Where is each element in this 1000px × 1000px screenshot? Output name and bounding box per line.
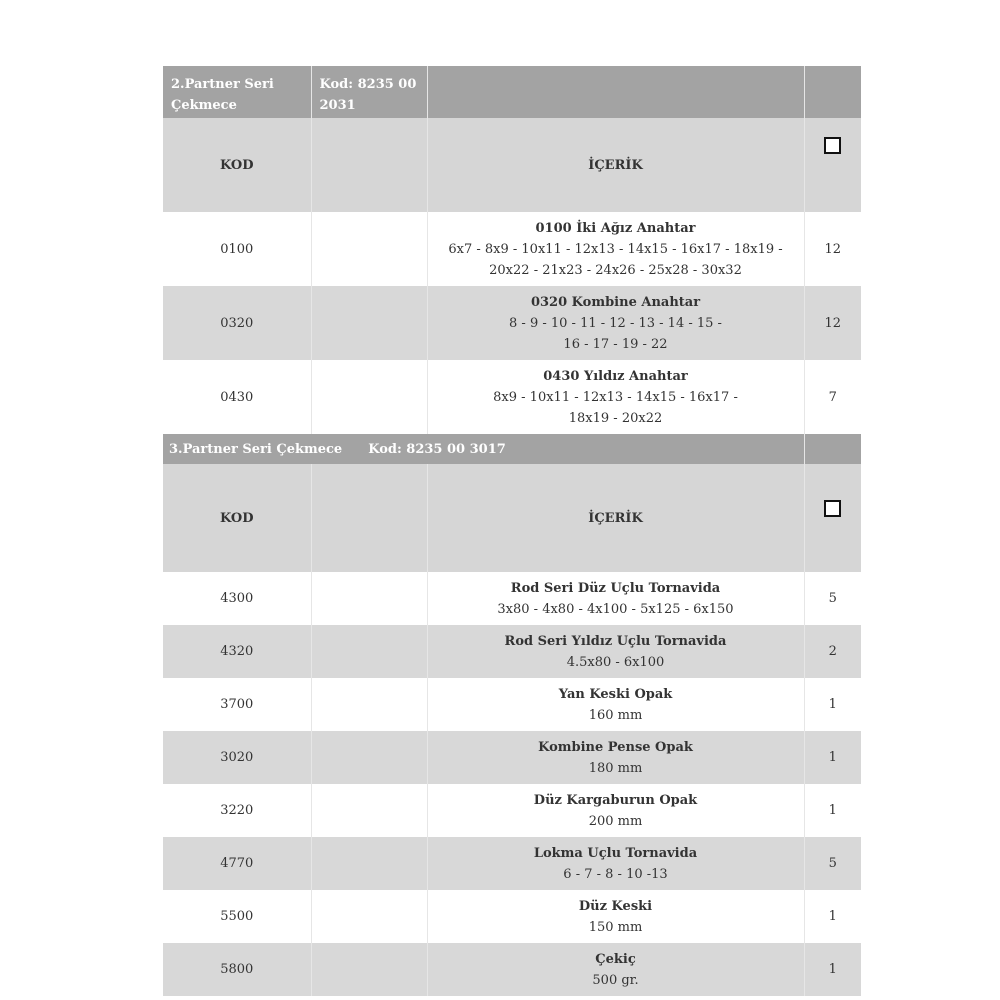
icerik-column-header: İÇERİK [427, 464, 804, 572]
section-title: 2.Partner Seri Çekmece [163, 66, 311, 118]
section-code: Kod: 8235 00 3017 [368, 441, 506, 457]
select-all-checkbox[interactable] [824, 137, 841, 154]
table-row [163, 212, 861, 286]
item-desc: 8x9 - 10x11 - 12x13 - 14x15 - 16x17 - [493, 389, 738, 405]
table-row [163, 572, 861, 625]
table-row [163, 890, 861, 943]
item-name: Kombine Pense Opak [538, 739, 693, 755]
item-name: 0320 Kombine Anahtar [530, 294, 701, 310]
item-content [427, 625, 804, 678]
item-content [427, 286, 804, 360]
table-row [163, 943, 861, 996]
item-qty: 7 [804, 360, 861, 434]
kod-column-header: KOD [163, 118, 311, 212]
item-code: 3220 [163, 784, 311, 837]
icerik-column-header: İÇERİK [427, 118, 804, 212]
item-name: 0100 İki Ağız Anahtar [535, 220, 696, 236]
section-header [163, 434, 861, 464]
item-code: 5500 [163, 890, 311, 943]
item-desc: 16 - 17 - 19 - 22 [563, 336, 668, 352]
item-code: 3020 [163, 731, 311, 784]
select-all-checkbox[interactable] [824, 500, 841, 517]
item-name: Düz Kargaburun Opak [533, 792, 698, 808]
item-qty: 2 [804, 625, 861, 678]
table-row [163, 731, 861, 784]
item-content [427, 572, 804, 625]
table-row [163, 784, 861, 837]
item-name: Yan Keski Opak [558, 686, 673, 702]
item-content [427, 678, 804, 731]
item-content [427, 212, 804, 286]
item-desc: 160 mm [588, 707, 643, 723]
item-name: Rod Seri Yıldız Uçlu Tornavida [504, 633, 727, 649]
item-code: 4300 [163, 572, 311, 625]
item-desc: 180 mm [588, 760, 643, 776]
item-content [427, 784, 804, 837]
item-code: 4770 [163, 837, 311, 890]
item-qty: 1 [804, 943, 861, 996]
item-desc: 4.5x80 - 6x100 [566, 654, 665, 670]
product-table [163, 66, 861, 996]
item-name: Düz Keski [578, 898, 653, 914]
section-code: Kod: 8235 00 2031 [311, 66, 427, 118]
item-code: 5800 [163, 943, 311, 996]
column-header-row [163, 464, 861, 572]
table-row [163, 678, 861, 731]
item-desc: 200 mm [588, 813, 643, 829]
table-row [163, 625, 861, 678]
item-desc: 6 - 7 - 8 - 10 -13 [563, 866, 668, 882]
table-row [163, 837, 861, 890]
item-qty: 5 [804, 837, 861, 890]
item-qty: 1 [804, 731, 861, 784]
column-header-row [163, 118, 861, 212]
item-content [427, 943, 804, 996]
item-content [427, 360, 804, 434]
item-desc: 150 mm [588, 919, 643, 935]
item-desc: 20x22 - 21x23 - 24x26 - 25x28 - 30x32 [489, 262, 742, 278]
table-row [163, 360, 861, 434]
item-content [427, 890, 804, 943]
item-code: 0320 [163, 286, 311, 360]
item-qty: 12 [804, 212, 861, 286]
item-content [427, 731, 804, 784]
item-desc: 500 gr. [592, 972, 639, 988]
item-desc: 3x80 - 4x80 - 4x100 - 5x125 - 6x150 [497, 601, 734, 617]
item-code: 0430 [163, 360, 311, 434]
item-qty: 5 [804, 572, 861, 625]
item-content [427, 837, 804, 890]
table-row [163, 286, 861, 360]
item-qty: 12 [804, 286, 861, 360]
item-qty: 1 [804, 890, 861, 943]
item-desc: 18x19 - 20x22 [568, 410, 663, 426]
item-name: Rod Seri Düz Uçlu Tornavida [510, 580, 721, 596]
section-title: 3.Partner Seri Çekmece [169, 441, 343, 457]
kod-column-header: KOD [163, 464, 311, 572]
section-header [163, 66, 861, 118]
item-code: 3700 [163, 678, 311, 731]
item-name: Çekiç [595, 951, 636, 967]
item-desc: 6x7 - 8x9 - 10x11 - 12x13 - 14x15 - 16x17 - 18x19 - [448, 241, 783, 257]
item-desc: 8 - 9 - 10 - 11 - 12 - 13 - 14 - 15 - [509, 315, 722, 331]
item-name: Lokma Uçlu Tornavida [533, 845, 698, 861]
item-code: 0100 [163, 212, 311, 286]
item-name: 0430 Yıldız Anahtar [543, 368, 688, 384]
item-qty: 1 [804, 678, 861, 731]
item-code: 4320 [163, 625, 311, 678]
item-qty: 1 [804, 784, 861, 837]
